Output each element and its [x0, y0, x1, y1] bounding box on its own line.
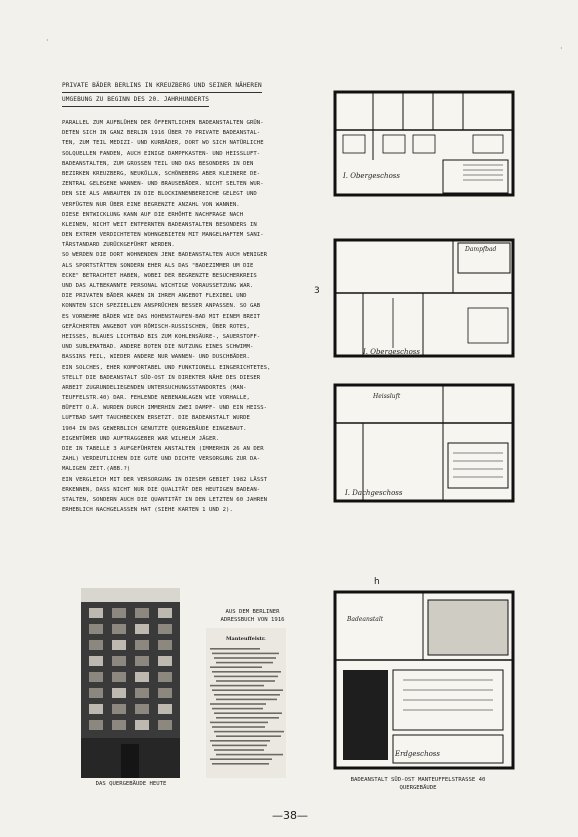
window-shape: [89, 624, 103, 634]
floor-plan-4-room-label: Badeanstalt: [347, 616, 384, 623]
adressbuch-title: [205, 608, 300, 624]
adressbuch-title-line-1: AUS DEM BERLINER: [225, 609, 280, 615]
excerpt-line: [210, 722, 268, 724]
window-shape: [135, 672, 149, 682]
body-line: 1904 IN DAS GEWERBLICH GENUTZTE QUERGEBÄUDE EINGEBAUT.: [62, 425, 247, 432]
page-number: —38—: [272, 809, 308, 822]
heading-line-2: UMGEBUNG ZU BEGINN DES 20. JAHRHUNDERTS: [62, 93, 209, 107]
body-line: TEN, ZUM TEIL MEDIZI- UND KURBÄDER, DORT WO SICH NATÜRLICHE: [62, 140, 264, 147]
floor-plan-2-drawing: [333, 238, 515, 358]
window-shape: [135, 656, 149, 666]
window-shape: [135, 608, 149, 618]
window-shape: [89, 640, 103, 650]
plans-caption-line-1: BADEANSTALT SÜD-OST MANTEUFFELSTRASSE 40: [350, 777, 486, 783]
window-shape: [135, 720, 149, 730]
body-line: UND DAS ALTBEKANNTE PERSONAL WICHTIGE VORAUSSETZUNG WAR.: [62, 283, 254, 289]
window-shape: [112, 608, 126, 618]
photo-caption: DAS QUERGEBÄUDE HEUTE: [95, 781, 167, 787]
window-shape: [89, 656, 103, 666]
adressbuch-excerpt: [206, 628, 286, 778]
body-line: ALS SPORTSTÄTTEN SONDERN EHER ALS DAS "BADEZIMMER UM DIE: [62, 262, 254, 269]
window-shape: [158, 608, 172, 618]
body-line: PARALLEL ZUM AUFBLÜHEN DER ÖFFENTLICHEN BADEANSTALTEN GRÜN-: [62, 120, 264, 126]
excerpt-line: [210, 740, 270, 742]
body-line: MALIGEN ZEIT.(ABB.?): [62, 466, 131, 473]
window-shape: [135, 688, 149, 698]
body-line: TEUFFELSTR.40) DAR. FEHLENDE NEBENANLAGEN WIE VORHALLE,: [62, 395, 250, 402]
excerpt-line: [214, 676, 278, 678]
body-line: LUFTBAD SAMT TAUCHBECKEN ERSETZT. DIE BADEANSTALT WURDE: [62, 415, 250, 422]
floor-plan-1: [333, 90, 515, 197]
floor-plan-3-label: I. Dachgeschoss: [345, 489, 403, 497]
body-line: DEN EXTREM VERDICHTETEN WOHNGEBIETEN MIT MANGELHAFTEM SANI-: [62, 232, 264, 239]
body-line: ES VORNEHME BÄDER WIE DAS HOHENSTAUFEN-BAD MIT EINEM BREIT: [62, 313, 261, 320]
excerpt-line: [214, 712, 282, 714]
scan-speck: ·: [560, 44, 563, 53]
body-line: GEFÄCHERTEN ANGEBOT VOM RÖMISCH-RUSSISCHEN, ÜBER ROTES,: [62, 323, 250, 330]
body-line: EIGENTÜMER UND AUFTRAGGEBER WAR WILHELM JÄGER.: [62, 435, 220, 442]
window-shape: [158, 672, 172, 682]
window-shape: [89, 688, 103, 698]
window-shape: [158, 688, 172, 698]
window-shape: [135, 624, 149, 634]
floor-plan-1-label: I. Obergeschoss: [343, 172, 400, 180]
floor-plan-3-room-label: Heissluft: [373, 393, 401, 400]
excerpt-line: [212, 653, 279, 655]
window-shape: [158, 624, 172, 634]
window-shape: [112, 624, 126, 634]
floor-plan-1-drawing: [333, 90, 515, 197]
excerpt-line: [214, 731, 284, 733]
body-line: EIN VERGLEICH MIT DER VERSORGUNG IN DIESEM GEBIET 1982 LÄSST: [62, 476, 268, 483]
excerpt-line: [216, 699, 277, 701]
floor-plan-4: [333, 590, 515, 770]
excerpt-line: [212, 763, 269, 765]
window-shape: [135, 640, 149, 650]
excerpt-line: [216, 662, 273, 664]
excerpt-line: [216, 717, 279, 719]
body-line: STELLT DIE BADEANSTALT SÜD-OST IN DIREKTER NÄHE DES DIESER: [62, 374, 261, 381]
excerpt-line: [212, 726, 265, 728]
excerpt-line: [214, 749, 264, 751]
window-shape: [135, 704, 149, 714]
body-line: EIN SOLCHES, EHER KOMFORTABEL UND FUNKTIONELL EINGERICHTETES,: [62, 364, 271, 371]
body-line: STALTEN, SONDERN AUCH DIE QUANTITÄT IN DEN LETZTEN 60 JAHREN: [62, 496, 268, 503]
excerpt-line: [212, 708, 263, 710]
window-shape: [158, 704, 172, 714]
body-line: DIESE ENTWICKLUNG KANN AUF DIE ERHÖHTE NACHFRAGE NACH: [62, 211, 244, 218]
excerpt-line: [216, 680, 275, 682]
excerpt-line: [216, 754, 283, 756]
excerpt-line: [216, 735, 281, 737]
handwritten-mark: 3: [314, 286, 320, 296]
window-shape: [112, 640, 126, 650]
excerpt-line: [210, 648, 260, 650]
body-line: HEISSES, BLAUES LICHTBAD BIS ZUM KOHLENSÄURE-, SAUERSTOFF-: [62, 333, 261, 340]
floor-plan-3-drawing: [333, 383, 515, 503]
window-shape: [158, 656, 172, 666]
body-line: ZENTRAL GELEGENE WANNEN- UND BRAUSEBÄDER. NICHT SELTEN WUR-: [62, 181, 264, 188]
window-shape: [112, 704, 126, 714]
body-line: DIE IN TABELLE 3 AUFGEFÜHRTEN ANSTALTEN (IMMERHIN 26 AN DER: [62, 446, 264, 452]
window-shape: [112, 720, 126, 730]
body-line: SO WERDEN DIE DORT WOHNENDEN JENE BADEANSTALTEN AUCH WENIGER: [62, 252, 268, 259]
body-line: ZAHL) VERDEUTLICHEN DIE GUTE UND DICHTE VERSORGUNG ZUR DA-: [62, 456, 261, 463]
heading-line-1: PRIVATE BÄDER BERLINS IN KREUZBERG UND SEINER NÄHEREN: [62, 79, 262, 93]
excerpt-line: [210, 666, 262, 668]
plans-caption: [318, 776, 518, 792]
window-shape: [158, 640, 172, 650]
body-line: SOLQUELLEN FANDEN, AUCH EINIGE DAMPFKASTEN- UND HEISSLUFT-: [62, 150, 261, 157]
body-line: ERKENNEN, DASS NICHT NUR DIE QUALITÄT DER HEUTIGEN BADEAN-: [62, 486, 261, 493]
window-shape: [158, 720, 172, 730]
scan-speck: ·: [46, 36, 49, 45]
window-shape: [89, 672, 103, 682]
body-line: BÜFETT O.Ä. WURDEN DURCH IMMERHIN ZWEI DAMPF- UND EIN HEISS-: [62, 405, 268, 412]
body-line: ERHEBLICH NACHGELASSEN HAT (SIEHE KARTEN 1 UND 2).: [62, 507, 233, 514]
body-line: TÄRSTANDARD ZURÜCKGEFÜHRT WERDEN.: [62, 242, 175, 249]
adressbuch-excerpt-heading: Manteuffelstr.: [226, 636, 266, 642]
section-heading: [62, 79, 277, 107]
window-shape: [89, 720, 103, 730]
body-line: ECKE" BETRACHTET HABEN, WOBEI DER BEGRENZTE BESUCHERKREIS: [62, 272, 257, 279]
floor-plan-3: [333, 383, 515, 503]
floor-plan-2-room-label: Dampfbad: [465, 246, 497, 253]
excerpt-line: [212, 745, 267, 747]
window-shape: [112, 688, 126, 698]
body-line: BADEANSTALTEN, ZUM GROSSEN TEIL UND DAS BESONDERS IN DEN: [62, 160, 254, 167]
excerpt-line: [214, 694, 280, 696]
body-line: DETEN SICH IN GANZ BERLIN 1916 ÜBER 70 PRIVATE BADEANSTAL-: [62, 130, 261, 137]
body-line: UND SUBLEMATBAD. ANDERE BOTEN DIE NUTZUNG EINES SCHWIMM-: [62, 344, 254, 351]
excerpt-line: [214, 657, 276, 659]
building-photo: [81, 588, 180, 778]
window-shape: [89, 704, 103, 714]
body-line: DIE PRIVATEN BÄDER WAREN IN IHREM ANGEBOT FLEXIBEL UND: [62, 293, 247, 300]
body-line: BEZIRKEN KREUZBERG, NEUKÖLLN, SCHÖNEBERG ABER KLEINERE DE-: [62, 170, 261, 177]
window-shape: [112, 656, 126, 666]
excerpt-line: [210, 703, 266, 705]
adressbuch-title-line-2: ADRESSBUCH VON 1916: [220, 617, 285, 623]
excerpt-line: [210, 758, 272, 760]
excerpt-line: [212, 671, 281, 673]
body-line: KONNTEN SICH SPEZIELLEN ANSPRÜCHEN BESSER ANPASSEN. SO GAB: [62, 303, 261, 310]
window-shape: [89, 608, 103, 618]
body-line: VERFÜGTEN NUR ÜBER EINE BEGRENZTE ANZAHL VON WANNEN.: [62, 201, 240, 208]
body-line: DEN SIE ALS ANBAUTEN IN DIE BLOCKINNENBEREICHE GELEGT UND: [62, 191, 257, 198]
window-shape: [112, 672, 126, 682]
building-photo-image: [81, 588, 180, 778]
handwritten-mark: h: [374, 577, 380, 587]
body-line: KLEINEN, NICHT WEIT ENTFERNTEN BADEANSTALTEN BESONDERS IN: [62, 221, 257, 228]
excerpt-line: [212, 689, 283, 691]
plans-caption-line-2: QUERGEBÄUDE: [399, 785, 437, 791]
body-text: [62, 118, 280, 515]
floor-plan-4-label: Erdgeschoss: [395, 750, 440, 758]
body-line: ARBEIT ZUGRUNDELIEGENDEN UNTERSUCHUNGSSTANDORTES (MAN-: [62, 384, 247, 391]
floor-plan-2-label: I. Obergeschoss: [363, 348, 420, 356]
excerpt-line: [210, 685, 264, 687]
adressbuch-text-lines: [206, 642, 286, 772]
body-line: BASSINS FEIL, WIEDER ANDERE NUR WANNEN- UND DUSCHBÄDER.: [62, 354, 250, 361]
floor-plan-2: [333, 238, 515, 358]
